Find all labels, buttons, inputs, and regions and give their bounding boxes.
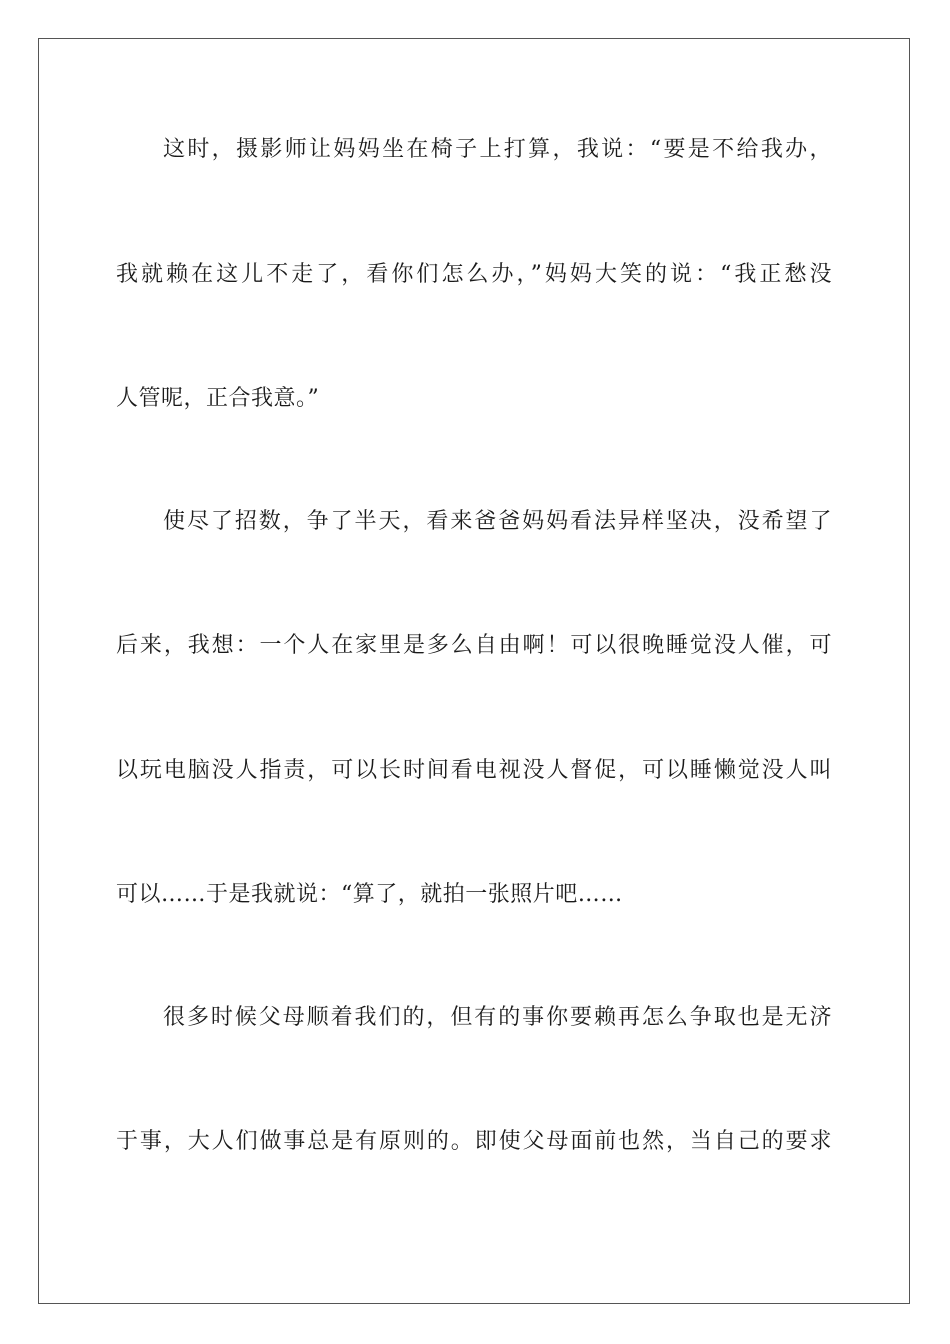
text-line: 这时，摄影师让妈妈坐在椅子上打算，我说：“要是不给我办， (163, 137, 832, 162)
text-line: 后来，我想：一个人在家里是多么自由啊！可以很晚睡觉没人催，可 (116, 633, 832, 658)
text-line: 使尽了招数，争了半天，看来爸爸妈妈看法异样坚决，没希望了 (163, 509, 832, 534)
text-line: 以玩电脑没人指责，可以长时间看电视没人督促，可以睡懒觉没人叫 (116, 758, 832, 783)
text-line: 人管呢，正合我意。” (116, 386, 320, 411)
text-line: 于事，大人们做事总是有原则的。即使父母面前也然，当自己的要求 (116, 1129, 832, 1154)
text-line: 可以……于是我就说：“算了，就拍一张照片吧…… (116, 882, 623, 907)
text-line: 很多时候父母顺着我们的，但有的事你要赖再怎么争取也是无济 (163, 1005, 832, 1030)
text-line: 我就赖在这儿不走了，看你们怎么办，”妈妈大笑的说：“我正愁没 (116, 262, 832, 287)
page-border (38, 38, 910, 1304)
